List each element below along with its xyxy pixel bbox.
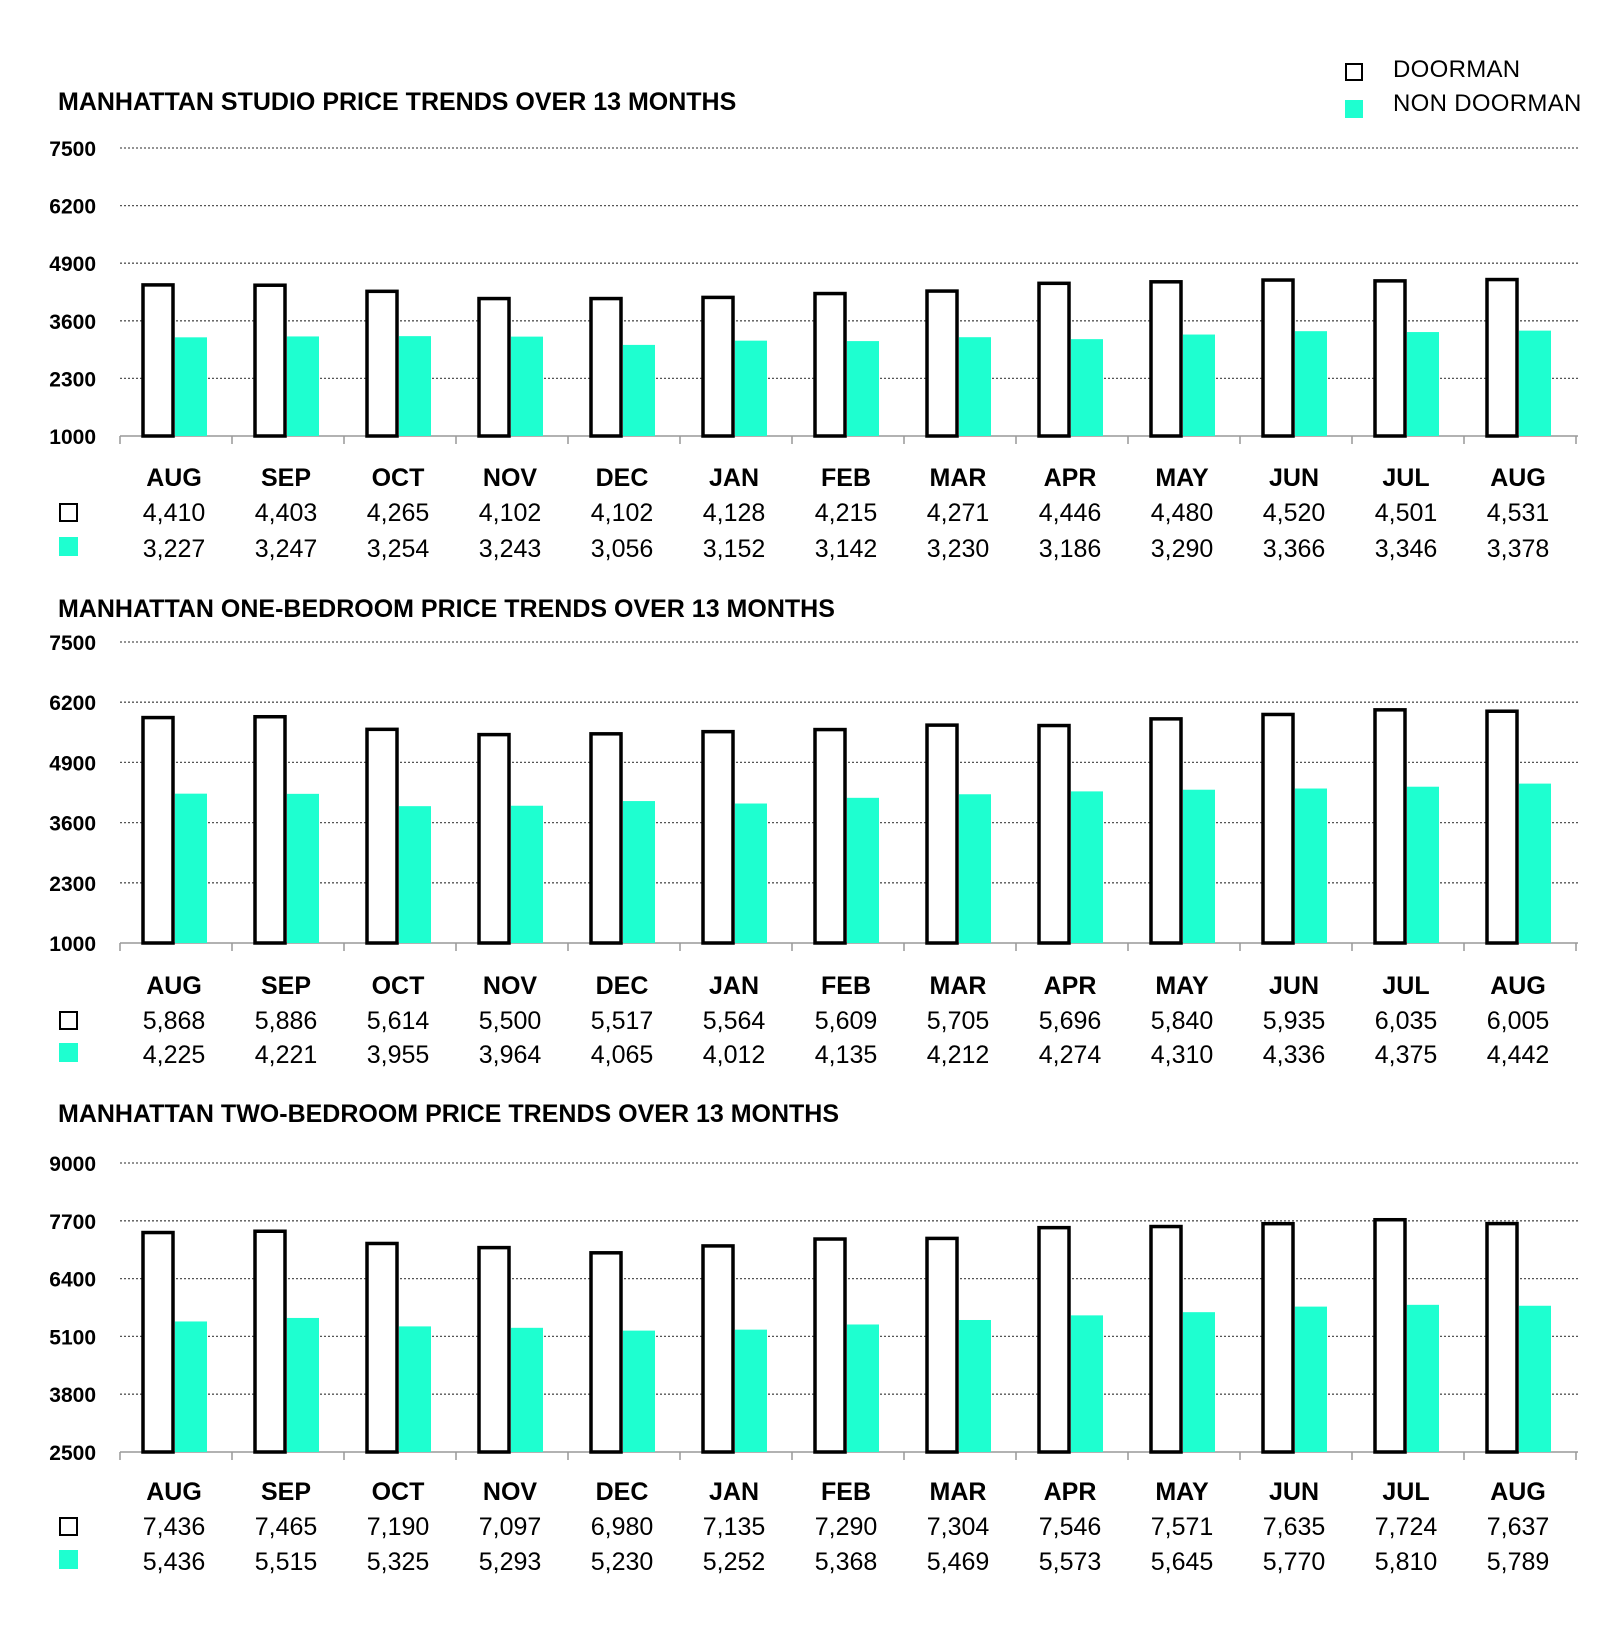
chart-2-bar-non-doorman — [175, 794, 207, 943]
legend-label-doorman: DOORMAN — [1393, 56, 1521, 83]
chart-1-bar-non-doorman — [735, 341, 767, 436]
chart-1-row-marker-non-doorman — [59, 537, 78, 556]
chart-1-bar-non-doorman — [175, 337, 207, 436]
chart-2-category-label: NOV — [482, 972, 538, 1000]
chart-3-bar-doorman — [1487, 1224, 1517, 1452]
chart-2-ytick-label: 4900 — [49, 752, 96, 776]
chart-1-value-label-doorman: 4,215 — [814, 499, 878, 527]
chart-2-bar-non-doorman — [1519, 784, 1551, 943]
chart-1-bar-non-doorman — [511, 337, 543, 436]
chart-3-value-label-non-doorman: 5,368 — [814, 1548, 878, 1576]
chart-3-value-label-doorman: 7,635 — [1262, 1513, 1326, 1541]
chart-2-value-label-non-doorman: 4,225 — [142, 1041, 206, 1069]
chart-1-ytick-label: 1000 — [49, 426, 96, 449]
chart-2-bar-doorman — [1487, 711, 1517, 943]
chart-1-bar-non-doorman — [1071, 339, 1103, 436]
chart-1-value-label-non-doorman: 3,247 — [254, 535, 318, 563]
chart-2-value-label-non-doorman: 4,375 — [1374, 1041, 1438, 1069]
chart-1-ytick-label: 3600 — [49, 310, 96, 334]
chart-2-ytick-label: 6200 — [49, 692, 96, 716]
chart-3-category-label: SEP — [260, 1478, 312, 1506]
chart-1-ytick-label: 2300 — [49, 368, 96, 392]
chart-2-bar-non-doorman — [623, 801, 655, 943]
chart-1-bar-doorman — [367, 291, 397, 436]
chart-3-value-label-doorman: 7,571 — [1150, 1513, 1214, 1541]
chart-1-value-label-non-doorman: 3,254 — [366, 535, 430, 563]
chart-2-bar-non-doorman — [847, 798, 879, 943]
chart-1-bar-doorman — [703, 297, 733, 436]
chart-3-value-label-non-doorman: 5,436 — [142, 1548, 206, 1576]
chart-2-category-label: AUG — [146, 972, 202, 1000]
chart-3-category-label: JAN — [708, 1478, 760, 1506]
chart-1-title: MANHATTAN STUDIO PRICE TRENDS OVER 13 MONTHS — [58, 88, 737, 116]
chart-3-bar-doorman — [591, 1253, 621, 1452]
chart-3-bar-non-doorman — [1407, 1305, 1439, 1452]
chart-1-category-label: SEP — [260, 464, 312, 492]
chart-2-category-label: JUN — [1268, 972, 1320, 1000]
chart-1-bar-non-doorman — [959, 337, 991, 436]
chart-3-category-label: MAR — [929, 1478, 987, 1506]
chart-2-category-label: MAY — [1155, 972, 1209, 1000]
chart-1-category-label: FEB — [821, 464, 871, 492]
chart-3-bar-non-doorman — [735, 1330, 767, 1452]
chart-1-value-label-doorman: 4,480 — [1150, 499, 1214, 527]
chart-3-value-label-non-doorman: 5,573 — [1038, 1548, 1102, 1576]
chart-3-bar-doorman — [1039, 1228, 1069, 1452]
chart-1-bar-doorman — [1487, 280, 1517, 436]
chart-3-category-label: OCT — [371, 1478, 425, 1506]
chart-1-category-label: JUL — [1382, 464, 1430, 492]
chart-3-category-label: FEB — [821, 1478, 871, 1506]
chart-1-value-label-non-doorman: 3,243 — [478, 535, 542, 563]
chart-1-value-label-doorman: 4,501 — [1374, 499, 1438, 527]
chart-3-ytick-label: 9000 — [49, 1153, 96, 1176]
chart-3-category-label: AUG — [1490, 1478, 1546, 1506]
chart-1-category-label: OCT — [371, 464, 425, 492]
chart-2-value-label-doorman: 5,696 — [1038, 1007, 1102, 1035]
chart-1-value-label-non-doorman: 3,366 — [1262, 535, 1326, 563]
chart-3-ytick-label: 6400 — [49, 1268, 96, 1292]
chart-2-bar-non-doorman — [1407, 787, 1439, 943]
chart-2-ytick-label: 2300 — [49, 872, 96, 896]
chart-2-bar-non-doorman — [511, 806, 543, 943]
chart-2-bar-doorman — [591, 734, 621, 943]
chart-2-value-label-doorman: 5,614 — [366, 1007, 430, 1035]
chart-3-bar-non-doorman — [511, 1328, 543, 1452]
chart-1-value-label-non-doorman: 3,056 — [590, 535, 654, 563]
chart-3-value-label-doorman: 7,546 — [1038, 1513, 1102, 1541]
chart-3-value-label-doorman: 7,724 — [1374, 1513, 1438, 1541]
chart-2-category-label: JAN — [708, 972, 760, 1000]
chart-3-value-label-doorman: 7,190 — [366, 1513, 430, 1541]
chart-1-bar-non-doorman — [1295, 331, 1327, 436]
chart-3-value-label-doorman: 7,436 — [142, 1513, 206, 1541]
chart-3-value-label-non-doorman: 5,645 — [1150, 1548, 1214, 1576]
chart-2-title: MANHATTAN ONE-BEDROOM PRICE TRENDS OVER 13 MONTHS — [58, 595, 835, 623]
chart-3-bar-non-doorman — [623, 1331, 655, 1452]
chart-2-bar-doorman — [1375, 710, 1405, 943]
chart-3-value-label-doorman: 7,637 — [1486, 1513, 1550, 1541]
chart-1-value-label-doorman: 4,102 — [590, 499, 654, 527]
chart-1-category-label: MAR — [929, 464, 987, 492]
chart-1-category-label: JUN — [1268, 464, 1320, 492]
chart-3-row-marker-doorman — [60, 1518, 77, 1535]
chart-1-bar-non-doorman — [623, 345, 655, 436]
chart-1-category-label: MAY — [1155, 464, 1209, 492]
chart-1-value-label-non-doorman: 3,227 — [142, 535, 206, 563]
chart-1-bar-non-doorman — [399, 336, 431, 436]
chart-2-value-label-non-doorman: 4,442 — [1486, 1041, 1550, 1069]
chart-3-value-label-doorman: 7,135 — [702, 1513, 766, 1541]
chart-1-bar-doorman — [1375, 281, 1405, 436]
chart-1-bar-doorman — [1039, 283, 1069, 436]
chart-1-value-label-non-doorman: 3,290 — [1150, 535, 1214, 563]
chart-2-category-label: JUL — [1382, 972, 1430, 1000]
chart-2-value-label-doorman: 5,517 — [590, 1007, 654, 1035]
chart-1-category-label: AUG — [1490, 464, 1546, 492]
chart-3-bar-doorman — [703, 1246, 733, 1452]
chart-3-value-label-non-doorman: 5,230 — [590, 1548, 654, 1576]
chart-1-value-label-doorman: 4,531 — [1486, 499, 1550, 527]
chart-1-value-label-non-doorman: 3,142 — [814, 535, 878, 563]
chart-2-bar-doorman — [367, 729, 397, 943]
chart-2-value-label-non-doorman: 3,964 — [478, 1041, 542, 1069]
chart-2-bar-doorman — [479, 735, 509, 943]
chart-2-bar-non-doorman — [287, 794, 319, 943]
chart-1-value-label-non-doorman: 3,186 — [1038, 535, 1102, 563]
chart-1-bar-doorman — [927, 291, 957, 436]
chart-3-value-label-non-doorman: 5,810 — [1374, 1548, 1438, 1576]
chart-3-value-label-doorman: 7,097 — [478, 1513, 542, 1541]
chart-1-category-label: AUG — [146, 464, 202, 492]
chart-3-bar-non-doorman — [1071, 1315, 1103, 1452]
chart-3-value-label-non-doorman: 5,515 — [254, 1548, 318, 1576]
chart-2-bar-doorman — [815, 730, 845, 943]
chart-2-bar-doorman — [1039, 726, 1069, 943]
chart-3-ytick-label: 7700 — [49, 1210, 96, 1234]
chart-3-bar-non-doorman — [175, 1321, 207, 1452]
chart-3-bar-non-doorman — [1519, 1306, 1551, 1452]
chart-2-row-marker-doorman — [60, 1012, 77, 1029]
chart-3-bar-doorman — [255, 1231, 285, 1452]
chart-2-value-label-non-doorman: 4,135 — [814, 1041, 878, 1069]
chart-2-bar-doorman — [143, 718, 173, 943]
chart-1-row-marker-doorman — [60, 504, 77, 521]
chart-3-value-label-doorman: 7,304 — [926, 1513, 990, 1541]
chart-2-category-label: AUG — [1490, 972, 1546, 1000]
chart-1-value-label-doorman: 4,128 — [702, 499, 766, 527]
chart-2-category-label: MAR — [929, 972, 987, 1000]
chart-3-bar-non-doorman — [1183, 1312, 1215, 1452]
chart-1-value-label-doorman: 4,265 — [366, 499, 430, 527]
chart-2-value-label-doorman: 6,035 — [1374, 1007, 1438, 1035]
chart-3-value-label-doorman: 6,980 — [590, 1513, 654, 1541]
chart-3-ytick-label: 5100 — [49, 1326, 96, 1350]
chart-3-bar-doorman — [927, 1238, 957, 1452]
chart-2-value-label-non-doorman: 4,212 — [926, 1041, 990, 1069]
chart-1-bar-doorman — [479, 299, 509, 436]
chart-2-value-label-non-doorman: 4,221 — [254, 1041, 318, 1069]
chart-3-category-label: APR — [1043, 1478, 1097, 1506]
chart-1-bar-non-doorman — [1519, 331, 1551, 436]
chart-2-ytick-label: 7500 — [49, 632, 96, 655]
legend-label-non-doorman: NON DOORMAN — [1393, 90, 1582, 117]
chart-2-bar-non-doorman — [959, 794, 991, 943]
chart-2-ytick-label: 1000 — [49, 933, 96, 956]
chart-3-bar-doorman — [1263, 1224, 1293, 1452]
chart-2-bar-non-doorman — [1071, 791, 1103, 943]
chart-2-value-label-doorman: 5,868 — [142, 1007, 206, 1035]
chart-2-value-label-doorman: 5,840 — [1150, 1007, 1214, 1035]
chart-2-value-label-doorman: 5,935 — [1262, 1007, 1326, 1035]
chart-3-bar-non-doorman — [399, 1326, 431, 1452]
chart-1-ytick-label: 7500 — [49, 138, 96, 161]
chart-3-bar-non-doorman — [287, 1318, 319, 1452]
chart-2-bar-non-doorman — [399, 806, 431, 943]
chart-2-bar-non-doorman — [1183, 790, 1215, 943]
chart-3-bar-doorman — [479, 1248, 509, 1452]
chart-1-bar-doorman — [1151, 282, 1181, 436]
chart-2-value-label-non-doorman: 3,955 — [366, 1041, 430, 1069]
chart-3-bar-doorman — [815, 1239, 845, 1452]
chart-2-value-label-doorman: 5,609 — [814, 1007, 878, 1035]
chart-1-bar-doorman — [255, 285, 285, 436]
chart-2-row-marker-non-doorman — [59, 1043, 78, 1062]
chart-2-category-label: FEB — [821, 972, 871, 1000]
chart-3-category-label: JUL — [1382, 1478, 1430, 1506]
chart-3-ytick-label: 2500 — [49, 1442, 96, 1465]
chart-1-bar-non-doorman — [1407, 332, 1439, 436]
chart-2-value-label-doorman: 5,500 — [478, 1007, 542, 1035]
chart-3-bar-non-doorman — [1295, 1307, 1327, 1452]
chart-2-bar-doorman — [1263, 714, 1293, 943]
chart-1-value-label-doorman: 4,446 — [1038, 499, 1102, 527]
chart-2-bar-doorman — [703, 732, 733, 943]
chart-3-value-label-doorman: 7,290 — [814, 1513, 878, 1541]
chart-3-ytick-label: 3800 — [49, 1384, 96, 1408]
chart-3-bar-non-doorman — [847, 1324, 879, 1452]
chart-3-bar-doorman — [1151, 1227, 1181, 1452]
chart-2-value-label-non-doorman: 4,274 — [1038, 1041, 1102, 1069]
chart-2-value-label-doorman: 5,705 — [926, 1007, 990, 1035]
chart-1-category-label: APR — [1043, 464, 1097, 492]
chart-3-bar-doorman — [143, 1233, 173, 1452]
chart-2-bar-doorman — [927, 725, 957, 943]
chart-2-category-label: SEP — [260, 972, 312, 1000]
chart-1-ytick-label: 6200 — [49, 195, 96, 219]
chart-2-value-label-non-doorman: 4,310 — [1150, 1041, 1214, 1069]
chart-1-bar-doorman — [143, 285, 173, 436]
chart-2-value-label-doorman: 6,005 — [1486, 1007, 1550, 1035]
chart-1-value-label-non-doorman: 3,152 — [702, 535, 766, 563]
chart-3-category-label: NOV — [482, 1478, 538, 1506]
chart-2-value-label-non-doorman: 4,012 — [702, 1041, 766, 1069]
chart-1-value-label-non-doorman: 3,346 — [1374, 535, 1438, 563]
chart-1-value-label-doorman: 4,271 — [926, 499, 990, 527]
chart-2-category-label: OCT — [371, 972, 425, 1000]
chart-3-value-label-non-doorman: 5,293 — [478, 1548, 542, 1576]
chart-1-bar-doorman — [1263, 280, 1293, 436]
chart-2-category-label: DEC — [595, 972, 649, 1000]
chart-2-value-label-doorman: 5,886 — [254, 1007, 318, 1035]
chart-1-ytick-label: 4900 — [49, 253, 96, 277]
chart-3-bar-non-doorman — [959, 1320, 991, 1452]
chart-1-value-label-doorman: 4,102 — [478, 499, 542, 527]
chart-3-value-label-non-doorman: 5,252 — [702, 1548, 766, 1576]
chart-2-bar-non-doorman — [735, 804, 767, 943]
chart-3-category-label: DEC — [595, 1478, 649, 1506]
chart-1-value-label-doorman: 4,520 — [1262, 499, 1326, 527]
chart-3-value-label-non-doorman: 5,770 — [1262, 1548, 1326, 1576]
chart-1-value-label-doorman: 4,403 — [254, 499, 318, 527]
chart-1-bar-doorman — [591, 299, 621, 436]
chart-3-title: MANHATTAN TWO-BEDROOM PRICE TRENDS OVER 13 MONTHS — [58, 1100, 840, 1128]
chart-2-bar-doorman — [255, 717, 285, 943]
chart-3-category-label: JUN — [1268, 1478, 1320, 1506]
chart-1-value-label-non-doorman: 3,230 — [926, 535, 990, 563]
chart-1-category-label: NOV — [482, 464, 538, 492]
chart-1-bar-doorman — [815, 294, 845, 436]
chart-1-value-label-doorman: 4,410 — [142, 499, 206, 527]
chart-1-bar-non-doorman — [1183, 335, 1215, 436]
chart-1-value-label-non-doorman: 3,378 — [1486, 535, 1550, 563]
chart-2-value-label-non-doorman: 4,336 — [1262, 1041, 1326, 1069]
chart-2-value-label-doorman: 5,564 — [702, 1007, 766, 1035]
chart-3-bar-doorman — [367, 1243, 397, 1452]
chart-2-bar-doorman — [1151, 719, 1181, 943]
chart-1-category-label: DEC — [595, 464, 649, 492]
chart-3-value-label-non-doorman: 5,469 — [926, 1548, 990, 1576]
chart-2-ytick-label: 3600 — [49, 812, 96, 836]
chart-3-value-label-doorman: 7,465 — [254, 1513, 318, 1541]
chart-1-bar-non-doorman — [847, 341, 879, 436]
chart-2-value-label-non-doorman: 4,065 — [590, 1041, 654, 1069]
chart-1-category-label: JAN — [708, 464, 760, 492]
chart-3-value-label-non-doorman: 5,325 — [366, 1548, 430, 1576]
chart-3-bar-doorman — [1375, 1220, 1405, 1452]
chart-2-bar-non-doorman — [1295, 789, 1327, 943]
chart-3-category-label: AUG — [146, 1478, 202, 1506]
chart-3-value-label-non-doorman: 5,789 — [1486, 1548, 1550, 1576]
chart-3-row-marker-non-doorman — [59, 1550, 78, 1569]
chart-2-category-label: APR — [1043, 972, 1097, 1000]
chart-3-category-label: MAY — [1155, 1478, 1209, 1506]
chart-1-bar-non-doorman — [287, 336, 319, 436]
